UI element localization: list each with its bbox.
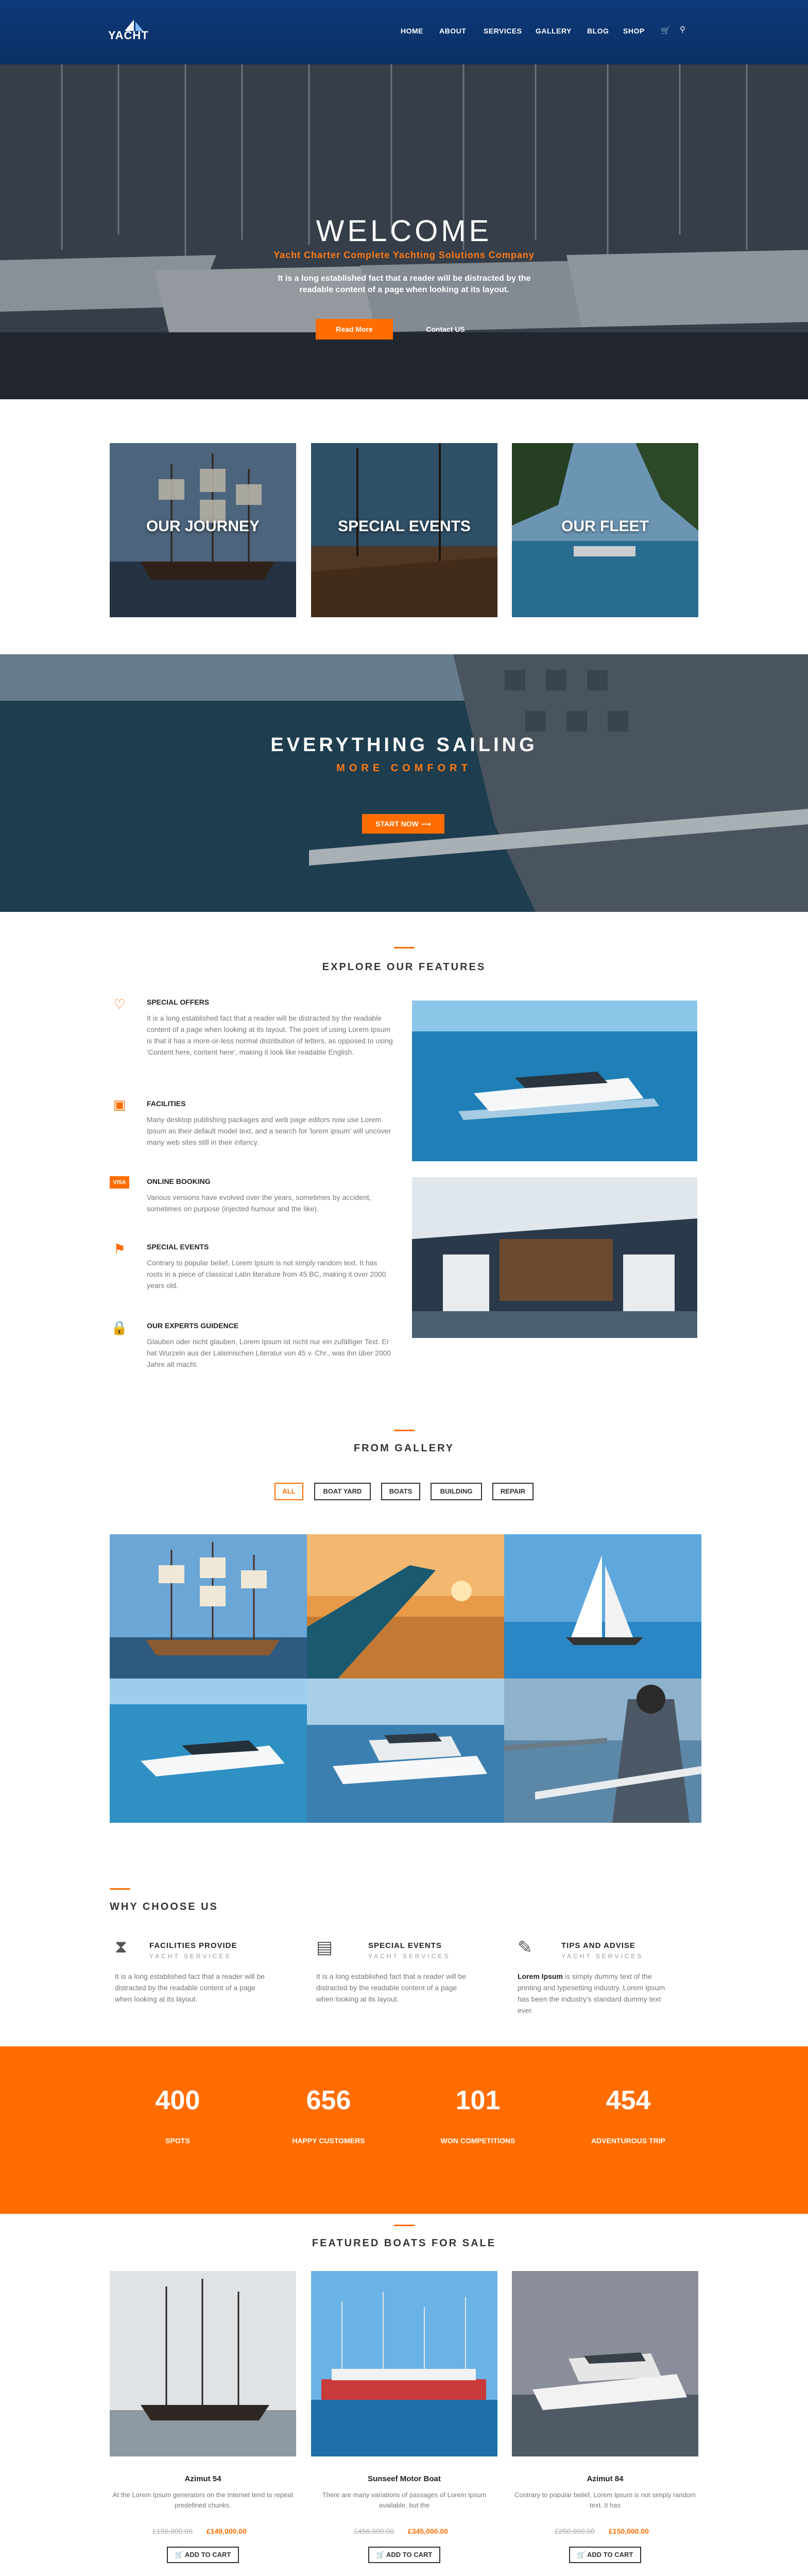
add-to-cart-button[interactable]: [368, 2547, 440, 2563]
cart-icon: 🛒: [175, 2551, 185, 2558]
gallery-item[interactable]: [307, 1534, 504, 1679]
add-to-cart-label: ADD TO CART: [386, 2551, 433, 2558]
gallery-item[interactable]: [504, 1534, 701, 1679]
gallery-item[interactable]: [504, 1679, 701, 1823]
counter-number: 101: [455, 2086, 501, 2115]
boat-image[interactable]: [512, 2271, 698, 2456]
add-to-cart-button[interactable]: [167, 2547, 239, 2563]
boat-description: At the Lorem Ipsum generators on the Internet tend to repeat predefined chunks.: [112, 2491, 294, 2509]
why-item-text: It is a long established fact that a reader will be distracted by the readable content of a page when looking at its layout.: [115, 1972, 265, 2003]
heart-icon: ♡: [113, 996, 126, 1012]
boat-image[interactable]: [110, 2271, 296, 2456]
counter-label: SPOTS: [165, 2137, 190, 2145]
add-to-cart-label: ADD TO CART: [185, 2551, 231, 2558]
yacht-sea-photo: [412, 1001, 697, 1161]
why-item-title: SPECIAL EVENTS: [368, 1941, 442, 1950]
start-now-button[interactable]: START NOW ⟶: [362, 814, 444, 834]
feature-title: ONLINE BOOKING: [147, 1177, 211, 1185]
why-item-title: TIPS AND ADVISE: [561, 1941, 635, 1950]
boat-name[interactable]: Azimut 84: [587, 2475, 624, 2483]
white-yacht-photo: [512, 2271, 698, 2456]
card-our-journey[interactable]: [110, 443, 296, 617]
lock-icon: 🔒: [111, 1320, 128, 1335]
filter-repair[interactable]: REPAIR: [492, 1483, 534, 1500]
feature-title: SPECIAL OFFERS: [147, 998, 210, 1006]
card-title: OUR FLEET: [561, 518, 649, 535]
features-title: EXPLORE OUR FEATURES: [322, 961, 486, 973]
card-special-events[interactable]: [311, 443, 497, 617]
cart-icon[interactable]: 🛒: [661, 26, 671, 35]
card-title: SPECIAL EVENTS: [338, 518, 471, 535]
hero-subtitle: Yacht Charter Complete Yachting Solutions Company: [273, 250, 535, 260]
hero-text: It is a long established fact that a reader will be distracted by the readable content of a page when looking at its layout.: [278, 274, 531, 294]
gallery-title: FROM GALLERY: [353, 1443, 455, 1454]
why-item-subtitle: YACHT SERVICES: [149, 1953, 232, 1960]
sunset-boat-photo: [307, 1534, 504, 1679]
counter-number: 400: [155, 2086, 200, 2115]
sailboat-photo: [504, 1534, 701, 1679]
feature-deck-image: [412, 1177, 697, 1338]
boat-new-price: £345,000.00: [408, 2527, 448, 2535]
boat-new-price: £149,000.00: [207, 2527, 247, 2535]
section-divider: [394, 1430, 415, 1431]
nav-gallery[interactable]: GALLERY: [536, 27, 572, 35]
hero-title: WELCOME: [316, 214, 492, 248]
superyacht-photo: [307, 1679, 504, 1823]
nav-about[interactable]: ABOUT: [439, 27, 467, 35]
section-divider: [394, 2225, 415, 2226]
motor-yacht-photo: [110, 1679, 307, 1823]
nav-services[interactable]: SERVICES: [484, 27, 522, 35]
boat-name[interactable]: Sunseef Motor Boat: [368, 2475, 441, 2483]
section-divider: [394, 947, 415, 948]
feature-title: SPECIAL EVENTS: [147, 1243, 209, 1251]
add-to-cart-button[interactable]: [569, 2547, 641, 2563]
counter-label: WON COMPETITIONS: [440, 2137, 515, 2145]
counter-label: HAPPY CUSTOMERS: [292, 2137, 365, 2145]
boat-old-price: £456,000.00: [354, 2527, 394, 2535]
harbor-boats-photo: [311, 2271, 497, 2456]
nav-home[interactable]: HOME: [401, 27, 423, 35]
hourglass-icon: ⧗: [115, 1937, 127, 1957]
boat-image[interactable]: [311, 2271, 497, 2456]
everything-sailing-banner: [0, 654, 808, 912]
filter-boats[interactable]: BOATS: [381, 1483, 420, 1500]
boat-old-price: £150,000.00: [152, 2527, 193, 2535]
flag-icon: ⚑: [113, 1241, 126, 1257]
boat-old-price: £250,000.00: [555, 2527, 595, 2535]
sea-person-background: [0, 654, 808, 912]
gallery-item[interactable]: [110, 1679, 307, 1823]
read-more-button[interactable]: Read More: [316, 319, 393, 340]
why-title: WHY CHOOSE US: [110, 1901, 218, 1912]
sailing-subtitle: MORE COMFORT: [336, 762, 472, 774]
counter-number: 454: [606, 2086, 651, 2115]
gallery-item[interactable]: [110, 1534, 307, 1679]
boats-title: FEATURED BOATS FOR SALE: [312, 2238, 496, 2249]
card-our-fleet[interactable]: [512, 443, 698, 617]
logo-text: YACHT: [108, 29, 149, 42]
cart-icon: 🛒: [577, 2551, 587, 2558]
counters-section: [0, 2046, 808, 2214]
filter-boat-yard[interactable]: BOAT YARD: [314, 1483, 371, 1500]
counter-label: ADVENTUROUS TRIP: [591, 2137, 665, 2145]
feature-text: Various versions have evolved over the years, sometimes by accident, sometimes on purpose (injected humour and the like).: [147, 1193, 371, 1213]
why-item-text-rest: is simply dummy text of the printing and typesetting industry. Lorem Ipsum has been the industry's standard dummy text ever.: [518, 1972, 665, 2014]
why-item-text: [518, 1971, 672, 2016]
boat-description: There are many variations of passages of Lorem Ipsum available, but the: [322, 2491, 487, 2509]
feature-text: Contrary to popular belief, Lorem Ipsum is not simply random text. It has roots in a piece of classical Latin literature from 45 BC, making it over 2000 years old.: [147, 1259, 386, 1290]
feature-title: FACILITIES: [147, 1099, 186, 1108]
why-item-subtitle: YACHT SERVICES: [368, 1953, 451, 1960]
boat-description: Contrary to popular belief, Lorem Ipsum is not simply random text. It has: [514, 2491, 696, 2509]
feature-yacht-image: [412, 1001, 697, 1161]
card-title: OUR JOURNEY: [146, 518, 260, 535]
boat-name[interactable]: Azimut 54: [184, 2475, 221, 2483]
filter-all[interactable]: ALL: [274, 1483, 303, 1500]
why-item-subtitle: YACHT SERVICES: [561, 1953, 644, 1960]
events-icon: ▤: [316, 1938, 333, 1957]
gallery-item[interactable]: [307, 1679, 504, 1823]
pencil-icon: ✎: [518, 1938, 532, 1957]
facilities-icon: ▣: [113, 1097, 126, 1112]
man-on-deck-photo: [504, 1679, 701, 1823]
hero-banner: [0, 64, 808, 399]
sailing-title: EVERYTHING SAILING: [270, 734, 538, 756]
nav-shop[interactable]: SHOP: [623, 27, 645, 35]
visa-card-icon: VISA: [110, 1176, 129, 1189]
contact-us-button[interactable]: Contact US: [426, 325, 465, 333]
why-item-title: FACILITIES PROVIDE: [149, 1941, 237, 1950]
search-icon[interactable]: ⚲: [680, 25, 685, 34]
tall-ship-photo: [110, 1534, 307, 1679]
why-item-text: It is a long established fact that a reader will be distracted by the readable content of a page when looking at its layout.: [316, 1972, 467, 2003]
feature-text: Many desktop publishing packages and web page editors now use Lorem Ipsum as their default model text, and a search for 'lorem ipsum' will uncover many web sites still in their infancy.: [147, 1115, 391, 1146]
add-to-cart-label: ADD TO CART: [587, 2551, 633, 2558]
section-divider: [110, 1888, 130, 1890]
filter-building[interactable]: BUILDING: [431, 1483, 482, 1500]
yacht-deck-photo: [412, 1177, 697, 1338]
counter-number: 656: [306, 2086, 351, 2115]
logo[interactable]: [108, 20, 160, 45]
sailing-ship-photo: [110, 2271, 296, 2456]
site-header: [0, 0, 808, 64]
nav-blog[interactable]: BLOG: [587, 27, 609, 35]
feature-title: OUR EXPERTS GUIDENCE: [147, 1321, 239, 1330]
cart-icon: 🛒: [376, 2551, 386, 2558]
why-item-text-lead: Lorem Ipsum: [518, 1972, 563, 1980]
feature-text: Glauben oder nicht glauben, Lorem Ipsum ist nicht nur ein zufälliger Text. Er hat Wurzeln aus der Lateinischen Literatur von 45 v. Chr., was ihn über 2000 Jahre alt macht.: [147, 1337, 391, 1368]
boat-new-price: £150,000.00: [609, 2527, 649, 2535]
feature-text: It is a long established fact that a reader will be distracted by the readable content of a page when looking at its layout. The point of using Lorem Ipsum is that it has a more-or-less normal distribution of letters, as opposed to using 'Content here, content here', making it look like readable English.: [147, 1014, 393, 1056]
